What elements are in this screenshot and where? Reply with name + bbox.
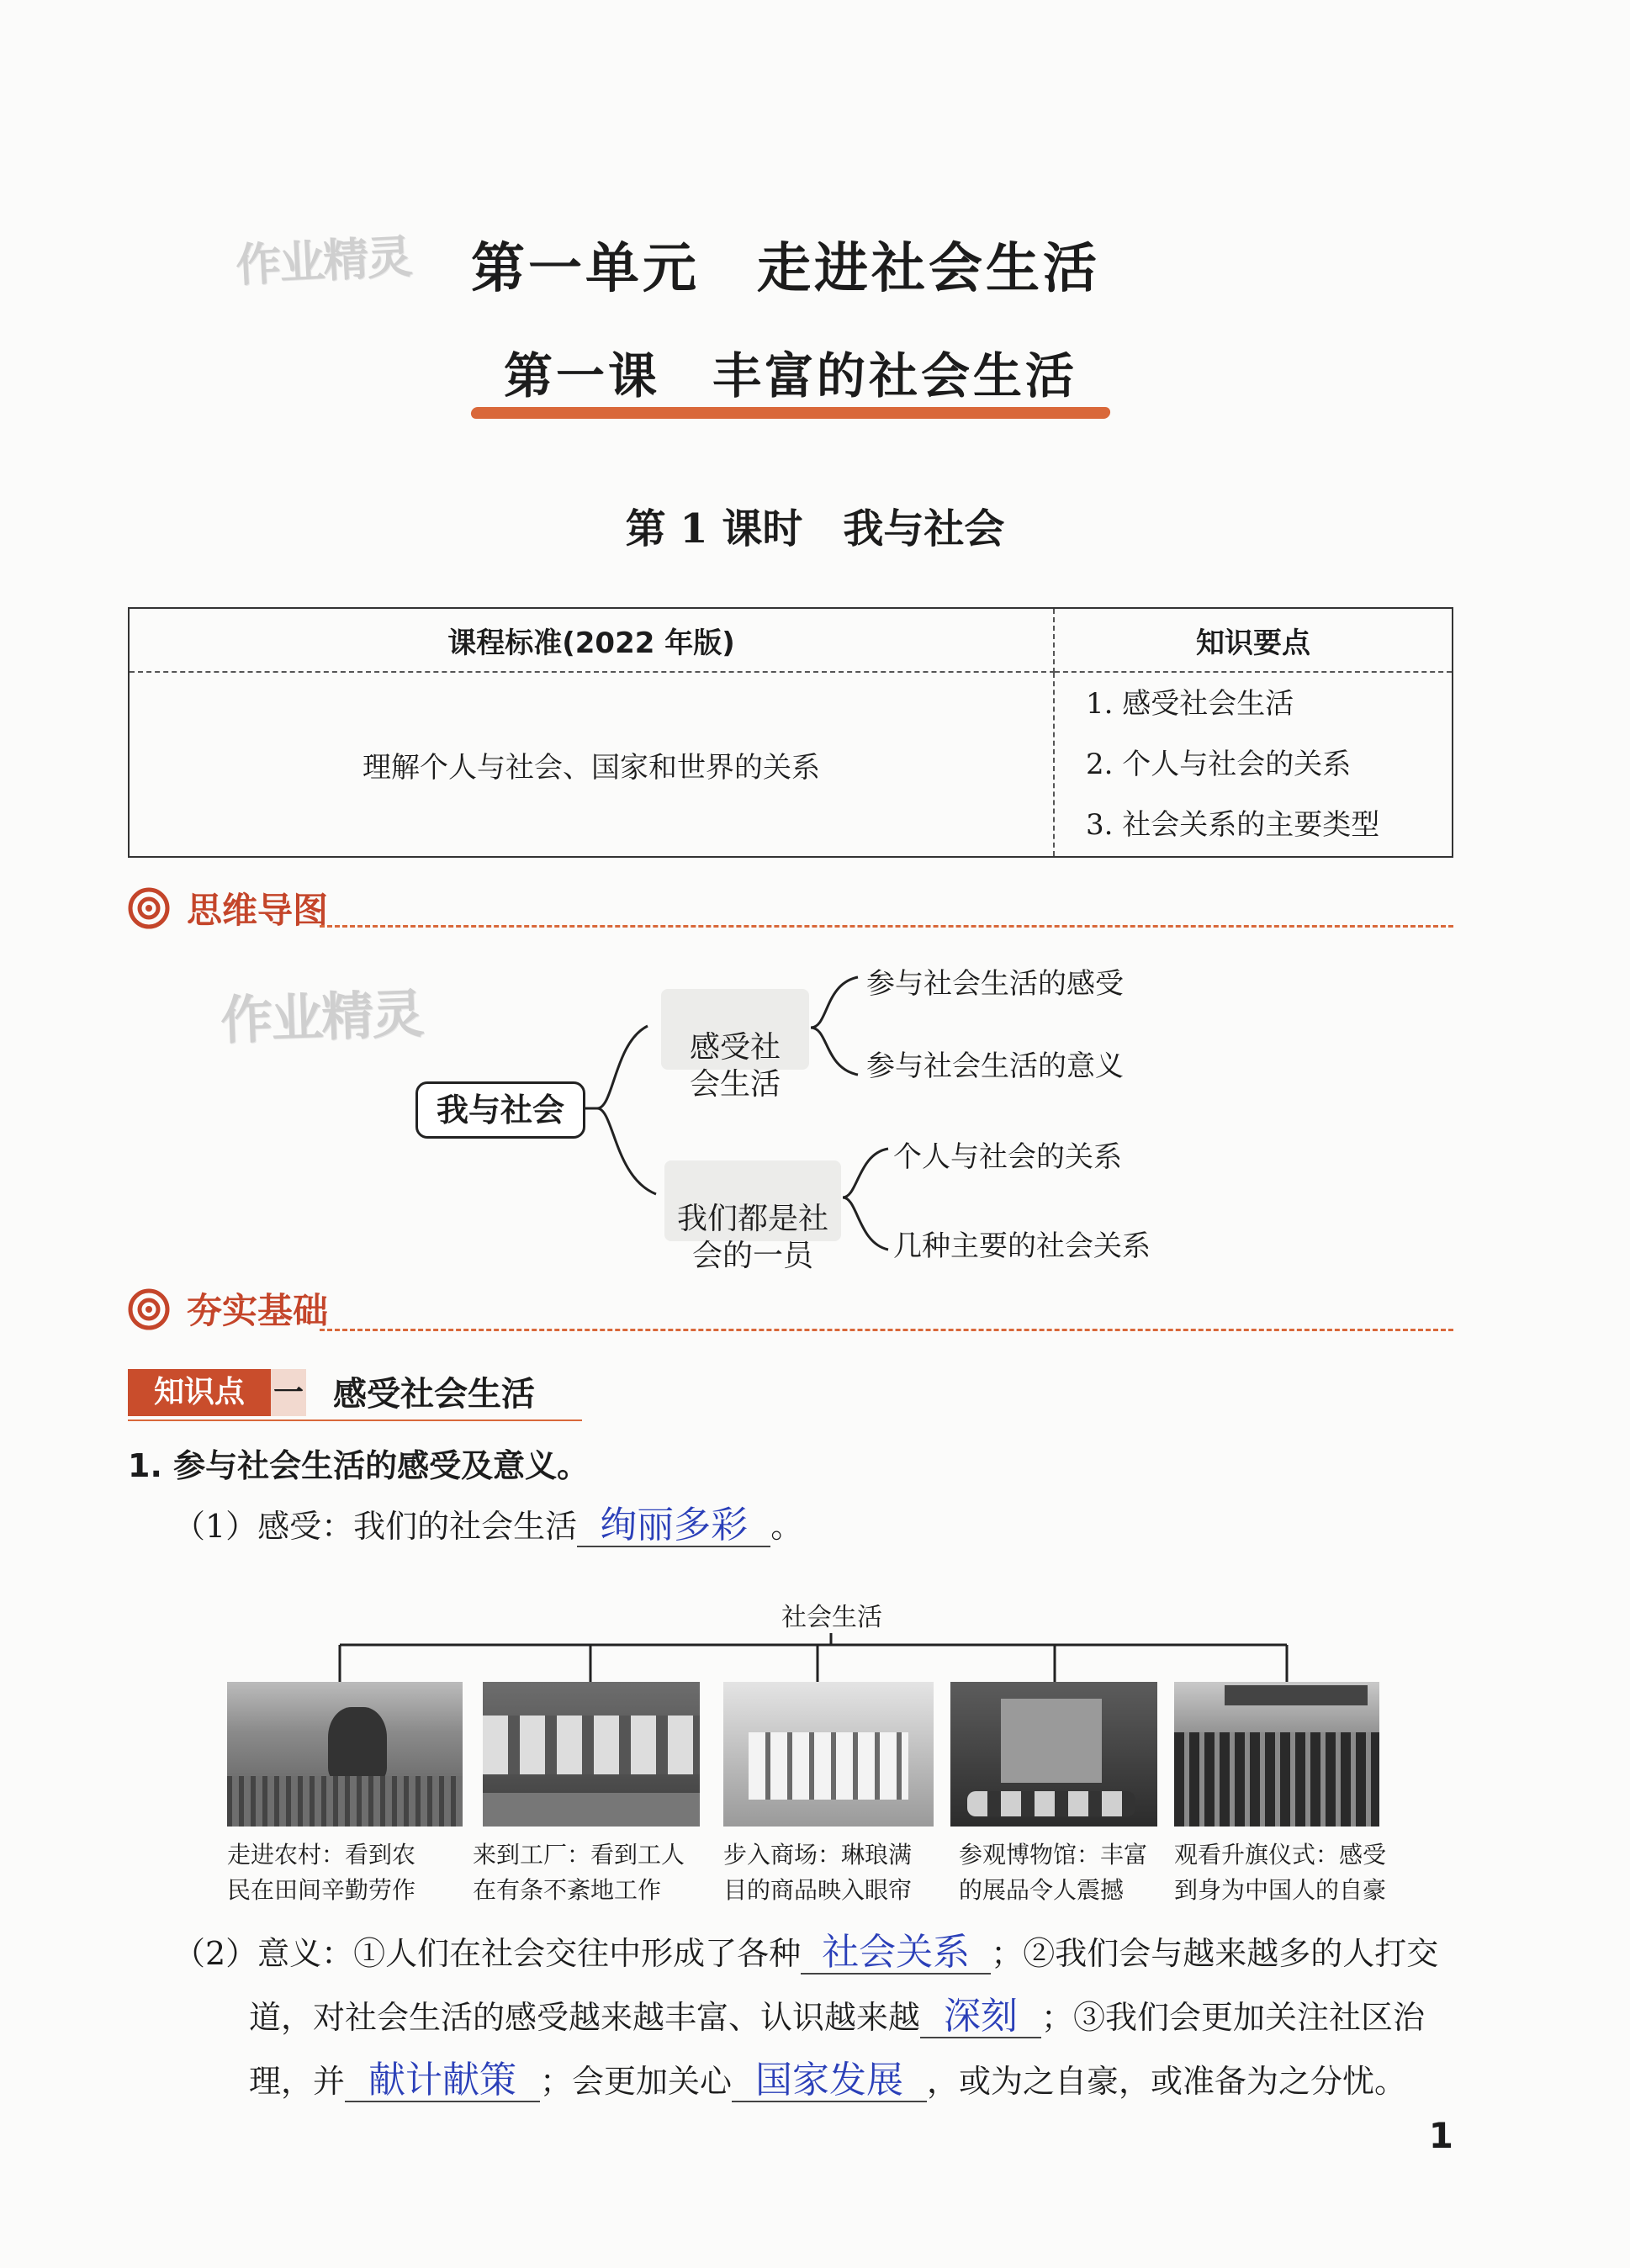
photo-flag-ceremony: [1174, 1682, 1379, 1827]
unit-title: 第一单元 走进社会生活: [471, 237, 1100, 300]
table-header-points: 知识要点: [1054, 608, 1453, 672]
question-1-2-line2: [249, 1996, 1425, 2038]
mindmap-branch1-label: 感受社 会生活: [689, 1030, 781, 1102]
section-title-mindmap: 思维导图: [187, 890, 329, 931]
target-icon: [126, 1287, 172, 1332]
photo-caption: [723, 1837, 912, 1908]
photo-mall: [723, 1682, 934, 1827]
photo-caption: [227, 1837, 415, 1908]
caption-line: 到身为中国人的自豪: [1174, 1876, 1387, 1904]
photo-caption: [1174, 1837, 1386, 1908]
watermark-mid: 作业精灵: [219, 982, 424, 1052]
photo-caption: [959, 1837, 1147, 1908]
lesson-underline: [470, 407, 1111, 419]
period-title: 第 1 课时 我与社会: [625, 505, 1005, 552]
watermark-top: 作业精灵: [234, 230, 412, 293]
knowledge-point-number: 一: [271, 1369, 306, 1416]
caption-line: 在有条不紊地工作: [473, 1876, 662, 1904]
answer-blank: 社会关系: [801, 1932, 991, 1975]
photo-caption: [473, 1837, 685, 1908]
answer-blank: 绚丽多彩: [577, 1505, 770, 1547]
standards-table: [128, 607, 1453, 858]
caption-line: 观看升旗仪式：感受: [1174, 1841, 1387, 1869]
knowledge-point-tag: 知识点: [128, 1369, 271, 1416]
caption-line: 走进农村：看到农: [227, 1841, 416, 1869]
target-icon: [126, 886, 172, 931]
photo-factory: [483, 1682, 700, 1827]
mindmap-branch1: [661, 989, 809, 1102]
mindmap-branch2: [664, 1160, 841, 1273]
lesson-header: [471, 336, 1110, 407]
q1-1-prefix: （1）感受：我们的社会生活: [173, 1508, 578, 1545]
caption-line: 目的商品映入眼帘: [723, 1876, 913, 1904]
mindmap-root-label: 我与社会: [436, 1092, 564, 1129]
question-1-2-line1: [173, 1932, 1438, 1975]
lesson-title: 第一课 丰富的社会生活: [503, 347, 1077, 404]
knowledge-point-name: 感受社会生活: [333, 1375, 535, 1414]
mindmap-leaf: 几种主要的社会关系: [893, 1229, 1151, 1263]
caption-line: 步入商场：琳琅满: [723, 1841, 913, 1869]
knowledge-point-item: 1. 感受社会生活: [1086, 687, 1294, 721]
q1-2-text: 道，对社会生活的感受越来越丰富、认识越来越: [249, 1999, 921, 2036]
caption-line: 来到工厂：看到工人: [473, 1841, 685, 1869]
diagram-title: 社会生活: [781, 1603, 882, 1632]
answer-blank: 国家发展: [732, 2060, 927, 2102]
section-title-basics: 夯实基础: [187, 1290, 329, 1331]
mindmap-leaf: 参与社会生活的感受: [866, 967, 1124, 1001]
knowledge-point-item: 3. 社会关系的主要类型: [1086, 808, 1380, 842]
q1-2-text: ，或为之自豪，或准备为之分忧。: [927, 2063, 1407, 2100]
caption-line: 民在田间辛勤劳作: [227, 1876, 416, 1904]
caption-line: 的展品令人震撼: [959, 1876, 1125, 1904]
q1-2-text: ；③我们会更加关注社区治: [1041, 1999, 1426, 2036]
q1-1-suffix: 。: [770, 1508, 803, 1545]
answer-blank: 深刻: [920, 1996, 1041, 2038]
q1-2-text: ；②我们会与越来越多的人打交: [991, 1935, 1439, 1972]
q1-2-text: （2）意义：①人们在社会交往中形成了各种: [173, 1935, 802, 1972]
knowledge-point-underline: [128, 1419, 582, 1421]
mindmap-branch2-label: 我们都是社 会的一员: [676, 1202, 828, 1273]
answer-blank: 献计献策: [345, 2060, 540, 2102]
table-cell-points: [1054, 672, 1453, 857]
page-number: 1: [1428, 2115, 1453, 2156]
caption-line: 参观博物馆：丰富: [959, 1841, 1148, 1869]
knowledge-point-item: 2. 个人与社会的关系: [1086, 748, 1352, 781]
question-1-1: [173, 1505, 802, 1547]
section-divider: [320, 925, 1453, 928]
q1-2-text: 理，并: [249, 2063, 346, 2100]
question-1-title: 1. 参与社会生活的感受及意义。: [128, 1447, 590, 1484]
question-1-2-line3: [249, 2060, 1406, 2102]
section-divider: [320, 1329, 1453, 1331]
photo-farm: [227, 1682, 463, 1827]
table-header-standard: 课程标准(2022 年版): [129, 608, 1054, 672]
photo-museum: [950, 1682, 1157, 1827]
q1-2-text: ；会更加关心: [540, 2063, 733, 2100]
mindmap-leaf: 参与社会生活的意义: [866, 1049, 1124, 1083]
mindmap-root: [415, 1081, 585, 1139]
mindmap-leaf: 个人与社会的关系: [893, 1140, 1122, 1174]
table-cell-standard: 理解个人与社会、国家和世界的关系: [129, 672, 1054, 857]
